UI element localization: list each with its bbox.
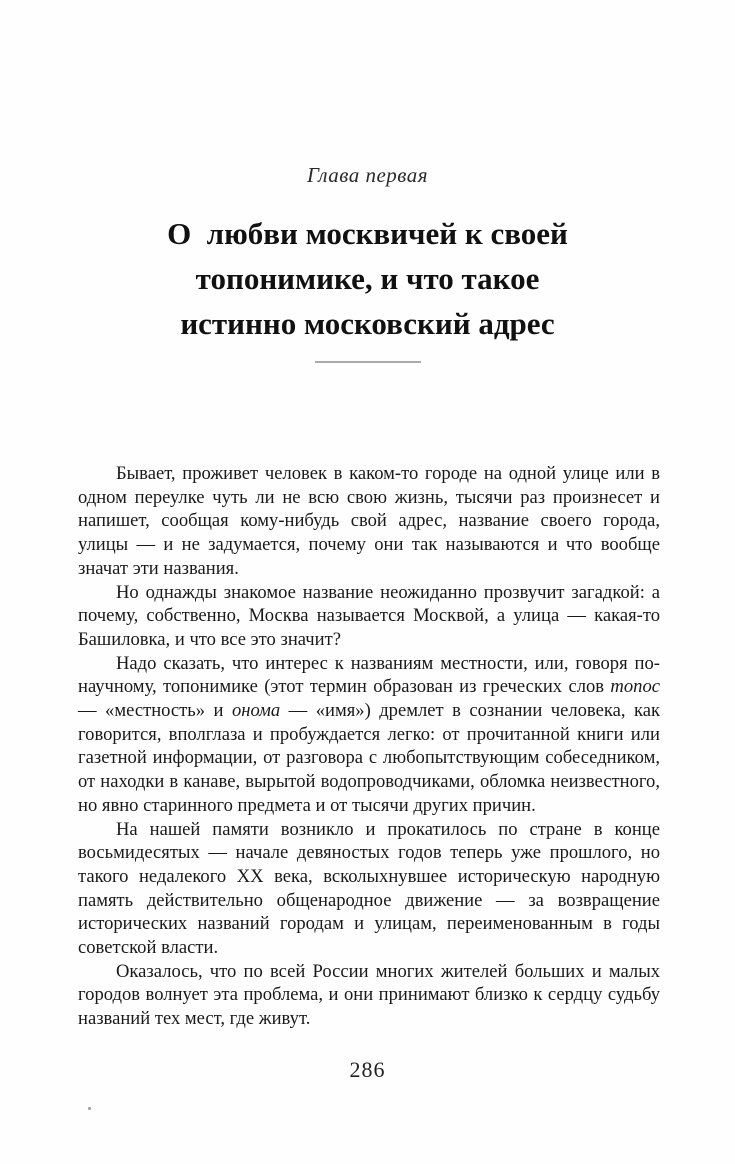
paragraph: На нашей памяти возникло и прокатилось по стране в конце восьмидесятых — начале девяностых годов теперь уже прошлого, но такого недалекого XX века, всколыхнувшее историческую народную память действительно общенародное движение — за возвращение исторических названий городам и улицам, переименованным в годы советской власти. xyxy=(78,818,660,959)
paragraph-segment: Надо сказать, что интерес к названиям местности, или, говоря по-научному, топонимике (этот термин образован из греческих слов xyxy=(78,652,660,698)
page-number: 286 xyxy=(349,1056,386,1082)
paragraph: Но однажды знакомое название неожиданно прозвучит загадкой: а почему, собственно, Москва называется Москвой, а улица — какая-то Башиловка, и что все это значит? xyxy=(78,581,660,650)
chapter-title-line-3: истинно московский адрес xyxy=(180,306,555,341)
chapter-title-line-1: О любви москвичей к своей xyxy=(167,216,568,251)
scan-artifact-dot xyxy=(88,1107,91,1110)
paragraph-segment: — «имя») дремлет в сознании человека, как говорится, вполглаза и пробуждается легко: от прочитанной книги или газетной информации, от разговора с любопытствующим собеседником, от находки в канаве, вырытой водопроводчиками, обломка неизвестного, но явно старинного предмета и от тысячи других причин. xyxy=(78,700,660,816)
body-text xyxy=(0,462,735,1031)
paragraph: Бывает, проживет человек в каком-то городе на одной улице или в одном переулке чуть ли не всю свою жизнь, тысячи раз произнесет и напишет, сообщая кому-нибудь свой адрес, название своего города, улицы — и не задумается, почему они так называются и что вообще значат эти названия. xyxy=(78,463,660,579)
italic-term-topos: топос xyxy=(610,676,660,698)
section-divider xyxy=(315,361,421,363)
paragraph-segment: — «местность» и xyxy=(78,700,232,722)
paragraph: Оказалось, что по всей России многих жителей больших и малых городов волнует эта проблема, и они принимают близко к сердцу судьбу названий тех мест, где живут. xyxy=(78,960,660,1030)
chapter-title xyxy=(0,211,735,346)
italic-term-onoma: онома xyxy=(231,700,281,722)
chapter-label: Глава первая xyxy=(306,163,429,187)
paragraph xyxy=(78,652,660,818)
chapter-title-line-2: топонимике, и что такое xyxy=(195,261,540,296)
